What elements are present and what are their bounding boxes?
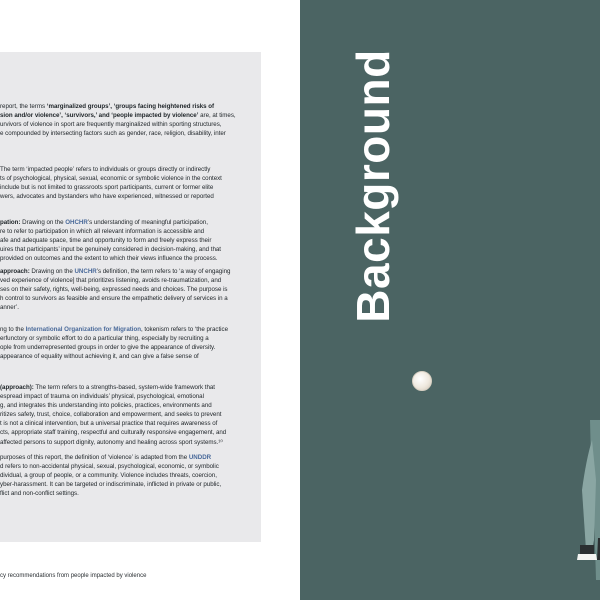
paragraph-line	[0, 401, 261, 410]
page-footer: cy recommendations from people impacted by violence	[0, 573, 147, 579]
paragraph-line	[0, 111, 261, 120]
body-text: purposes of this report, the definition of ‘violence’ is adapted from the	[0, 454, 189, 461]
body-text: afe and adequate space, time and opportunity to form and freely express their	[0, 237, 212, 245]
definitions-box	[0, 52, 261, 542]
paragraph-line	[0, 343, 261, 352]
paragraph-line	[0, 462, 261, 471]
body-text: urvivors of violence in sport are frequently marginalized within sporting structures,	[0, 121, 222, 129]
paragraph-line	[0, 218, 261, 227]
term-heading: sion and/or violence’, ‘survivors,’ and ‘people impacted by violence’	[0, 112, 199, 120]
body-text: affected persons to support dignity, autonomy and healing across sport systems.¹⁰	[0, 438, 223, 446]
paragraph-line	[0, 428, 261, 437]
body-text: include but is not limited to grassroots sport participants, current or former elite	[0, 184, 214, 192]
paragraph-line	[0, 129, 261, 138]
paragraph-line	[0, 183, 261, 192]
body-text: espread impact of trauma on individuals’ physical, psychological, emotional	[0, 393, 204, 401]
paragraph-line	[0, 303, 261, 312]
body-text: d refers to non-accidental physical, sexual, psychological, economic, or symbolic	[0, 463, 219, 471]
body-text: uires that participants’ input be genuinely considered in decision-making, and that	[0, 246, 221, 254]
body-text: t is not a clinical intervention, but a universal practice that requires awareness of	[0, 420, 218, 428]
body-text: anner’.	[0, 304, 20, 312]
paragraph-line	[0, 334, 261, 343]
body-text: The term refers to a strengths-based, system-wide framework that	[33, 384, 215, 391]
paragraph-line	[0, 392, 261, 401]
paragraph-line	[0, 294, 261, 303]
definition-paragraph	[0, 218, 261, 263]
body-text: re to refer to participation in which all relevant information is accessible and	[0, 228, 205, 236]
right-page	[300, 0, 600, 600]
body-text: erfunctory or symbolic effort to do a particular thing, especially by recruiting a	[0, 335, 209, 343]
paragraph-line	[0, 489, 261, 498]
source-link[interactable]: UNCHR	[74, 268, 97, 275]
body-text: ritizes safety, trust, choice, collaboration and empowerment, and seeks to prevent	[0, 411, 222, 419]
paragraph-line	[0, 285, 261, 294]
body-text: flict and non-conflict settings.	[0, 490, 79, 498]
body-text: appearance of equality without achieving it, and can give a false sense of	[0, 353, 199, 361]
definition-paragraph	[0, 325, 261, 361]
paragraph-line	[0, 352, 261, 361]
paragraph-line	[0, 480, 261, 489]
term-heading: ‘marginalized groups’, ‘groups facing heightened risks of	[46, 103, 215, 110]
body-text: ng to the	[0, 326, 26, 333]
body-text: ’s definition, the term refers to ‘a way of engaging	[96, 268, 231, 275]
section-title: Background	[347, 49, 399, 323]
paragraph-line	[0, 192, 261, 201]
body-text: yber-harassment. It can be targeted or indiscriminate, inflicted in private or public,	[0, 481, 222, 489]
body-text: report, the terms	[0, 103, 47, 110]
person-illustration	[560, 420, 600, 600]
paragraph-line	[0, 438, 261, 447]
definition-paragraph	[0, 453, 261, 498]
body-text: Drawing on the	[20, 219, 66, 226]
paragraph-line	[0, 245, 261, 254]
body-text: provided on outcomes and the extent to which their views influence the process.	[0, 255, 218, 263]
body-text: g, and integrates this understanding into policies, practices, environments and	[0, 402, 212, 410]
body-text: wers, advocates and bystanders who have experienced, witnessed or reported	[0, 193, 214, 201]
paragraph-line	[0, 410, 261, 419]
paragraph-line	[0, 102, 261, 111]
body-text: cts, appropriate staff training, respectful and culturally responsive engagement, and	[0, 429, 227, 437]
paragraph-line	[0, 236, 261, 245]
definition-paragraph	[0, 102, 261, 138]
body-text: , tokenism refers to ‘the practice	[141, 326, 229, 333]
paragraph-line	[0, 165, 261, 174]
body-text: dividual, a group of people, or a community. Violence includes threats, coercion,	[0, 472, 217, 480]
body-text: ts of psychological, physical, sexual, economic or symbolic violence in the context	[0, 175, 222, 183]
body-text: ’s understanding of meaningful participation,	[87, 219, 208, 226]
ball-illustration	[412, 371, 432, 391]
term-heading: (approach):	[0, 384, 34, 391]
term-heading: approach:	[0, 268, 30, 275]
paragraph-line	[0, 254, 261, 263]
paragraph-line	[0, 174, 261, 183]
paragraph-line	[0, 267, 261, 276]
paragraph-line	[0, 471, 261, 480]
term-heading: pation:	[0, 219, 21, 226]
body-text: ople from underrepresented groups in order to give the appearance of diversity.	[0, 344, 216, 352]
paragraph-line	[0, 325, 261, 334]
paragraph-line	[0, 120, 261, 129]
paragraph-line	[0, 453, 261, 462]
body-text: ved experience of violence] that prioritizes listening, avoids re-traumatization, and	[0, 277, 222, 285]
source-link[interactable]: OHCHR	[65, 219, 88, 226]
paragraph-line	[0, 276, 261, 285]
definition-paragraph	[0, 383, 261, 447]
definition-paragraph	[0, 165, 261, 201]
paragraph-line	[0, 419, 261, 428]
body-text: The term ‘impacted people’ refers to individuals or groups directly or indirectly	[0, 166, 211, 173]
body-text: are, at times,	[198, 112, 236, 120]
source-link[interactable]: UNDDR	[188, 454, 212, 461]
source-link[interactable]: International Organization for Migration	[25, 326, 141, 333]
body-text: Drawing on the	[29, 268, 75, 275]
body-text: e compounded by intersecting factors such as gender, race, religion, disability, inter	[0, 130, 226, 138]
paragraph-line	[0, 227, 261, 236]
body-text: h control to survivors as feasible and ensure the empathetic delivery of services in a	[0, 295, 228, 303]
definition-paragraph	[0, 267, 261, 312]
paragraph-line	[0, 383, 261, 392]
body-text: ses on their safety, rights, well-being, expressed needs and choices. The purpose is	[0, 286, 228, 294]
